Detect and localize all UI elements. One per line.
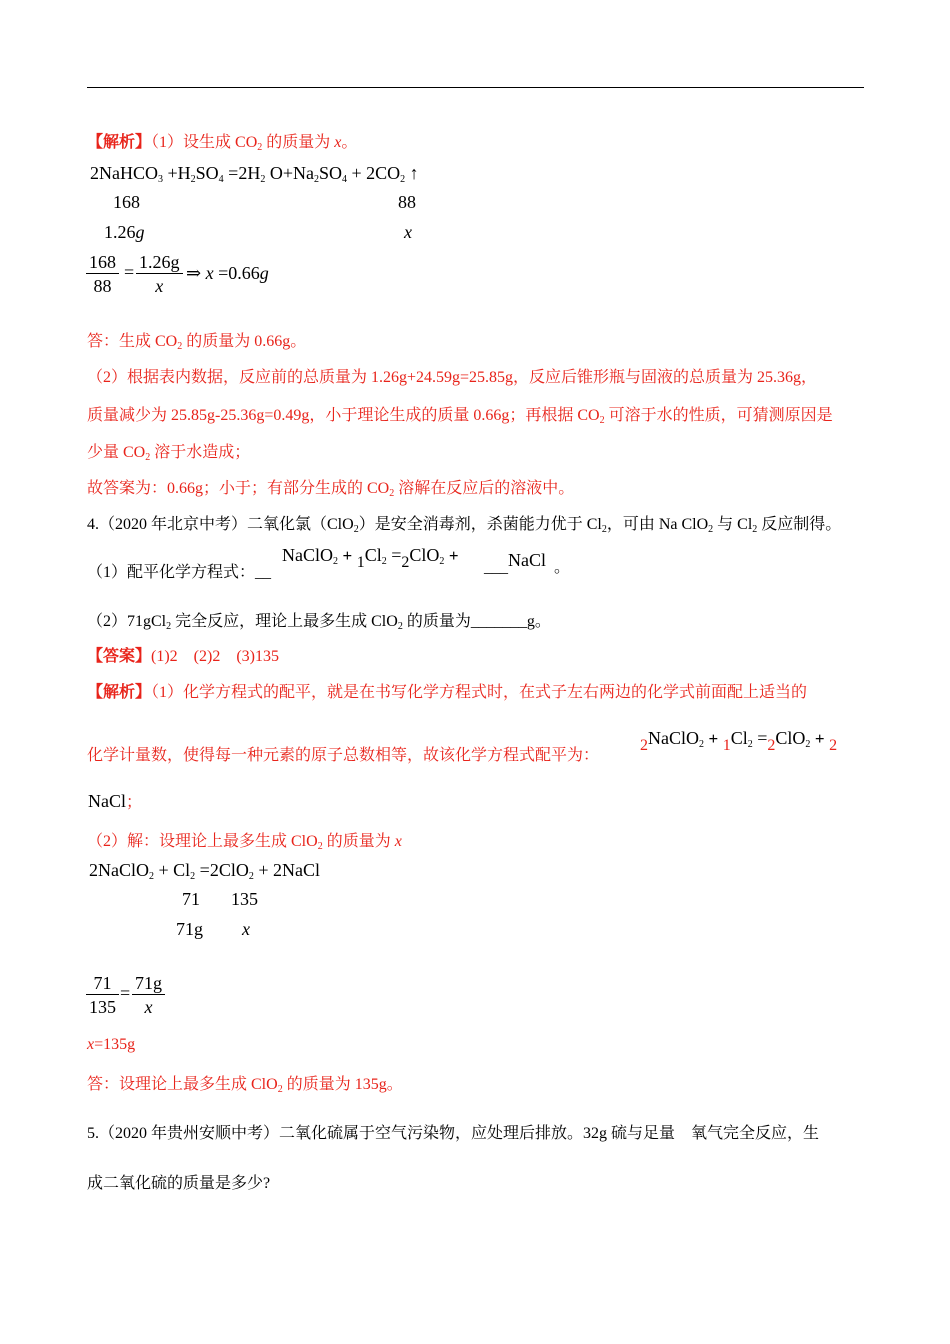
q4-analysis-line1: 【解析】（1）化学方程式的配平，就是在书写化学方程式时，在式子左右两边的化学式前面配上适当的 (87, 684, 808, 701)
q4-mr-1: 71 (182, 889, 200, 909)
q4-analysis-part2: （2）解：设理论上最多生成 ClO$_2$ 的质量为 x (87, 833, 402, 852)
q5-line2: 成二氧化硫的质量是多少? (87, 1175, 271, 1192)
q3-mr-left: 168 (113, 192, 140, 212)
q4-sub1-label: （1）配平化学方程式：__ (87, 564, 272, 581)
q4-sub1-equation: NaClO$_2$ + $1Cl_2 =2ClO_2$ + (282, 545, 459, 571)
q3-mass-right: x (404, 222, 412, 242)
q4-answer: 【答案】(1)2 (2)2 (3)135 (87, 648, 279, 665)
q4-final-answer: 答：设理论上最多生成 ClO$_2$ 的质量为 135g。 (87, 1076, 403, 1095)
analysis-tag: 【解析】 (87, 134, 152, 151)
q4-mr-2: 135 (231, 889, 258, 909)
q4-analysis-line2: 化学计量数，使得每一种元素的原子总数相等，故该化学方程式配平为： (87, 747, 600, 764)
q3-chemical-equation: 2NaHCO$_3$ $+H_2SO_4 =2H_2$ $O+Na_2SO_4 + 2CO_2$ ↑ (90, 163, 419, 185)
q3-mass-left: 1.26g (104, 222, 145, 242)
q4-result: x=135g (87, 1036, 136, 1053)
q4-balanced-equation: 2NaClO$_2$ + $1Cl_2 =2ClO_2 + 2$ (640, 728, 838, 754)
q3-final-answer: 故答案为：0.66g；小于；有部分生成的 $CO_2$ 溶解在反应后的溶液中。 (87, 480, 575, 499)
q4-mass-1: 71g (176, 919, 203, 939)
q3-equals: = (124, 262, 135, 282)
q3-part2-line3: 少量 $CO_2$ 溶于水造成； (87, 444, 251, 463)
q4-mass-2: x (242, 919, 250, 939)
q3-analysis-line: 【解析】（1）设生成 $CO_2$ 的质量为 x。 (87, 134, 358, 153)
header-rule (87, 87, 864, 88)
q4-chemical-equation: 2NaClO$_2$ + $Cl_2 =2ClO_2$ + 2NaCl (89, 860, 320, 882)
q3-part2-line2: 质量减少为 25.85g-25.36g=0.49g，小于理论生成的质量 0.66g；再根据 $CO_2$ 可溶于水的性质，可猜测原因是 (87, 407, 833, 426)
q3-answer-line: 答：生成 $CO_2$ 的质量为 0.66g。 (87, 333, 307, 352)
q4-fraction-2: $\frac{71g}{x}$ (132, 972, 165, 1019)
q4-title: 4.（2020 年北京中考）二氧化氯（ClO$_2$）是安全消毒剂，杀菌能力优于 $Cl_2$，可由 Na ClO$_2$ 与 $Cl_2$ 反应制得。 (87, 516, 842, 535)
q4-equals: = (120, 983, 131, 1003)
q4-nacl-line: NaCl； (88, 791, 143, 811)
q3-result: ⇒ x =0.66g (186, 263, 269, 283)
q3-fraction-2: $\frac{1.26g}{x}$ (136, 251, 183, 298)
q4-fraction-1: $\frac{71}{135}$ (86, 972, 119, 1019)
q3-part2-line1: （2）根据表内数据，反应前的总质量为 1.26g+24.59g=25.85g，反应后锥形瓶与固液的总质量为 25.36g， (87, 369, 818, 386)
q5-line1: 5.（2020 年贵州安顺中考）二氧化硫属于空气污染物，应处理后排放。32g 硫与足量 氧气完全反应，生 (87, 1125, 820, 1142)
q3-mr-right: 88 (398, 192, 416, 212)
q4-sub1-tail: ___NaCl 。 (484, 550, 571, 576)
q3-fraction-1: $\frac{168}{88}$ (86, 251, 119, 298)
q4-sub2: （2）71gCl$_2$ 完全反应，理论上最多生成 ClO$_2$ 的质量为_______g。 (87, 613, 551, 632)
